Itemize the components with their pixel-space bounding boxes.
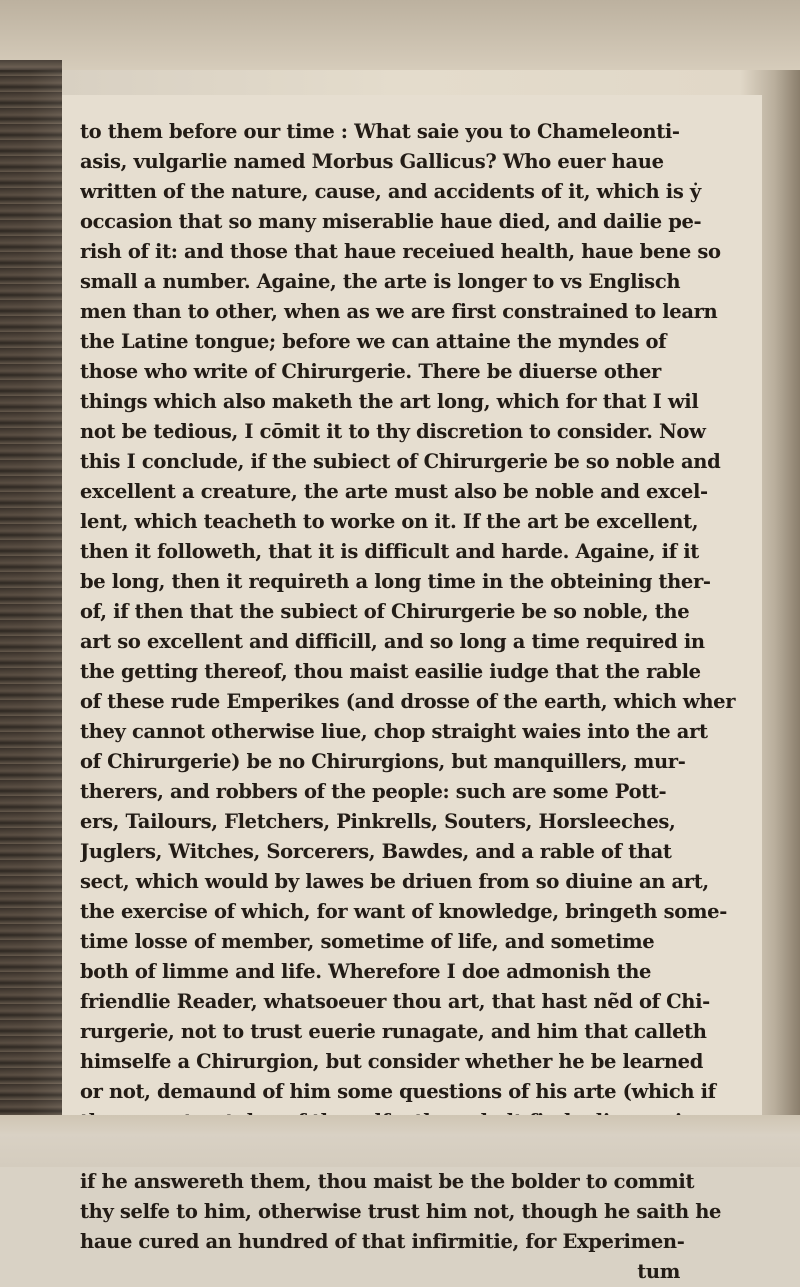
printed-page [62,95,762,1283]
text-line: of these rude Emperikes (and drosse of the earth, which wher [80,690,736,713]
text-line: friendlie Reader, whatsoeuer thou art, that hast nẽd of Chi- [80,990,710,1013]
catchword: tum [637,1260,680,1283]
text-line: this I conclude, if the subiect of Chirurgerie be so noble and [80,450,721,473]
text-line: then it followeth, that it is difficult and harde. Againe, if it [80,540,699,563]
text-line: be long, then it requireth a long time in the obteining ther- [80,570,711,593]
page-top-edge [0,0,800,70]
text-line: not be tedious, I cōmit it to thy discretion to consider. Now [80,420,706,443]
text-line: to them before our time : What saie you to Chameleonti- [80,120,680,143]
page-bottom-edge [0,1115,800,1167]
text-line: therers, and robbers of the people: such are some Pott- [80,780,667,803]
text-line: art so excellent and difficill, and so long a time required in [80,630,705,653]
text-line: men than to other, when as we are first constrained to learn [80,300,718,323]
text-line: thy selfe to him, otherwise trust him not, though he saith he [80,1200,722,1223]
text-line: asis, vulgarlie named Morbus Gallicus? Who euer haue [80,150,664,173]
text-line: himselfe a Chirurgion, but consider whether he be learned [80,1050,704,1073]
book-gutter-shadow [0,60,62,1140]
text-line: haue cured an hundred of that infirmitie, for Experimen- [80,1230,685,1253]
text-line: the getting thereof, thou maist easilie iudge that the rable [80,660,701,683]
text-line: those who write of Chirurgerie. There be diuerse other [80,360,661,383]
text-line: ers, Tailours, Fletchers, Pinkrells, Souters, Horsleeches, [80,810,676,833]
text-line: rurgerie, not to trust euerie runagate, and him that calleth [80,1020,707,1043]
text-line: Juglers, Witches, Sorcerers, Bawdes, and a rable of that [80,840,672,863]
text-line: they cannot otherwise liue, chop straight waies into the art [80,720,708,743]
text-line: time losse of member, sometime of life, and sometime [80,930,655,953]
text-line: of Chirurgerie) be no Chirurgions, but manquillers, mur- [80,750,686,773]
text-line: excellent a creature, the arte must also be noble and excel- [80,480,708,503]
text-line: if he answereth them, thou maist be the bolder to commit [80,1170,695,1193]
text-line: the exercise of which, for want of knowledge, bringeth some- [80,900,727,923]
blackletter-text-block [80,117,750,1287]
text-line: written of the nature, cause, and accidents of it, which is ẏ [80,180,701,203]
text-line: of, if then that the subiect of Chirurgerie be so noble, the [80,600,690,623]
text-line: occasion that so many miserablie haue died, and dailie pe- [80,210,702,233]
text-line: both of limme and life. Wherefore I doe admonish the [80,960,652,983]
text-line: things which also maketh the art long, which for that I wil [80,390,699,413]
text-line: the Latine tongue; before we can attaine the myndes of [80,330,667,353]
text-line: rish of it: and those that haue receiued health, haue bene so [80,240,721,263]
text-line: lent, which teacheth to worke on it. If the art be excellent, [80,510,699,533]
text-line: sect, which would by lawes be driuen from so diuine an art, [80,870,709,893]
text-line: small a number. Againe, the arte is longer to vs Englisch [80,270,681,293]
text-line: or not, demaund of him some questions of his arte (which if [80,1080,716,1103]
